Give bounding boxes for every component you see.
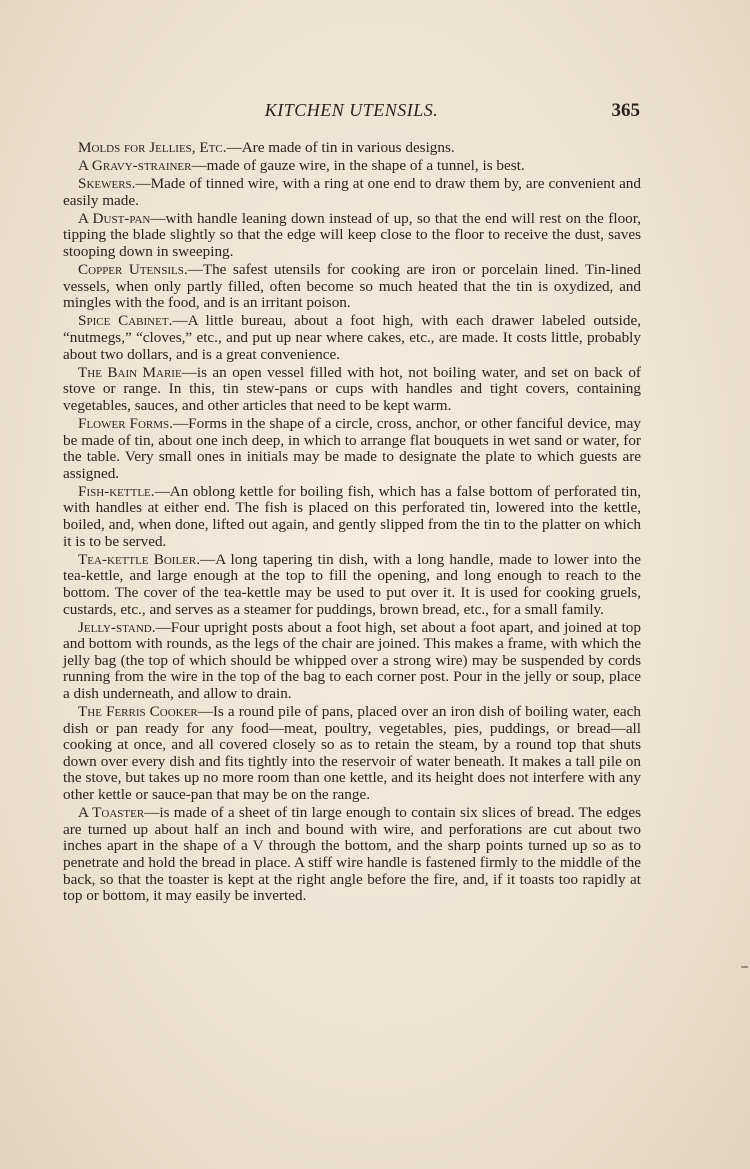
entry-gravy-strainer bbox=[63, 158, 641, 175]
entry-copper-utensils bbox=[63, 262, 641, 312]
entry-term: Tea-kettle Boiler. bbox=[78, 550, 201, 568]
entry-text: —made of gauze wire, in the shape of a tunnel, is best. bbox=[191, 157, 525, 175]
entry-toaster bbox=[63, 805, 641, 905]
entry-flower-forms bbox=[63, 416, 641, 482]
entry-spice-cabinet bbox=[63, 313, 641, 363]
running-title: KITCHEN UTENSILS. bbox=[264, 100, 439, 120]
entry-term: A Toaster bbox=[78, 804, 145, 822]
entry-term: Flower Forms. bbox=[78, 415, 173, 432]
entry-text: —A long tapering tin dish, with a long handle, made to lower into the tea-kettle, and large enough at the top to fill the opening, and long enough to reach to the bottom. The cover of the tea-kettle may be used to put over it. It is used for cooking gruels, custards, etc., and serves as a steamer for puddings, brown bread, etc., for a small family. bbox=[63, 550, 641, 618]
entry-molds bbox=[63, 140, 641, 157]
entry-text: —with handle leaning down instead of up, so that the end will rest on the floor, tipping the blade slightly so that the edge will keep close to the floor to receive the dust, saves stooping down in sweeping. bbox=[63, 209, 641, 261]
running-header bbox=[63, 100, 640, 124]
entry-term: Molds for Jellies, Etc. bbox=[78, 139, 227, 156]
entry-term: The Ferris Cooker bbox=[78, 703, 198, 721]
entry-text: —Four upright posts about a foot high, set about a foot apart, and joined at top and bottom with rounds, as the legs of the chair are joined. This makes a frame, with which the jelly bag (the top of which should be whipped over a strong wire) may be suspended by cords running from the wire in the top of the bag to each corner post. Pour in the jelly or soup, place a dish underneath, and allow to drain. bbox=[63, 618, 641, 702]
entry-fish-kettle bbox=[63, 484, 641, 550]
entry-term: Jelly-stand. bbox=[78, 618, 156, 636]
entry-term: The Bain Marie bbox=[78, 363, 182, 381]
entry-text: —Is a round pile of pans, placed over an iron dish of boiling water, each dish or pan ready for any food—meat, poultry, vegetables, pies, puddings, or bread—all cooking at once, and all covered closely so as to retain the steam, by a round top that shuts down over every dish and fits tightly into the reservoir of water beneath. It makes a tall pile on the stove, but takes up no more room than one kettle, and its height does not interfere with any other kettle or sauce-pan that may be on the range. bbox=[63, 703, 641, 804]
entry-term: A Gravy-strainer bbox=[78, 157, 192, 175]
entry-term: Fish-kettle. bbox=[78, 482, 155, 500]
entry-term: Spice Cabinet. bbox=[78, 312, 173, 330]
entry-text: —A little bureau, about a foot high, with each drawer labeled outside, “nutmegs,” “cloves,” etc., and put up near where cakes, etc., are made. It costs little, probably about two dollars, and is a great convenience. bbox=[63, 312, 641, 363]
entry-ferris-cooker bbox=[63, 704, 641, 804]
entry-text: —Made of tinned wire, with a ring at one end to draw them by, are convenient and easily made. bbox=[63, 175, 641, 209]
entry-text: —is an open vessel filled with hot, not boiling water, and set on back of stove or range. In this, tin stew-pans or cups with handles and tight covers, containing vegetables, sauces, and other articles that need to be kept warm. bbox=[63, 363, 641, 414]
body-text bbox=[63, 140, 641, 906]
entry-bain-marie bbox=[63, 365, 641, 415]
entry-text: —An oblong kettle for boiling fish, which has a false bottom of perforated tin, with handles at either end. The fish is placed on this perforated tin, lowered into the kettle, boiled, and, when done, lifted out again, and gently slipped from the tin to the platter on which it is to be served. bbox=[63, 482, 641, 550]
entry-text: —is made of a sheet of tin large enough to contain six slices of bread. The edges are turned up about half an inch and bound with wire, and perforations are cut about two inches apart in the shape of a V through the bottom, and the sharp points turned up so as to penetrate and hold the bread in place. A stiff wire handle is fastened firmly to the middle of the back, so that the toaster is kept at the right angle before the fire, and, if it toasts too rapidly at top or bottom, it may easily be inverted. bbox=[63, 804, 641, 905]
entry-text: —Forms in the shape of a circle, cross, anchor, or other fanciful device, may be made of tin, about one inch deep, in which to arrange flat bouquets in wet sand or water, for the table. Very small ones in initials may be made to designate the plate to which guests are assigned. bbox=[63, 415, 641, 482]
entry-dust-pan bbox=[63, 211, 641, 261]
entry-jelly-stand bbox=[63, 620, 641, 703]
entry-term: Skewers. bbox=[78, 175, 136, 193]
entry-term: A Dust-pan bbox=[78, 209, 151, 227]
entry-skewers bbox=[63, 176, 641, 209]
page-edge-mark bbox=[741, 966, 748, 968]
entry-term: Copper Utensils. bbox=[78, 261, 188, 279]
page-number: 365 bbox=[611, 100, 640, 121]
entry-text: —The safest utensils for cooking are iron or porcelain lined. Tin-lined vessels, when only partly filled, often become so much heated that the tin is oxydized, and mingles with the food, and is an irritant poison. bbox=[63, 261, 641, 312]
entry-tea-kettle-boiler bbox=[63, 552, 641, 618]
entry-text: —Are made of tin in various designs. bbox=[226, 139, 455, 156]
